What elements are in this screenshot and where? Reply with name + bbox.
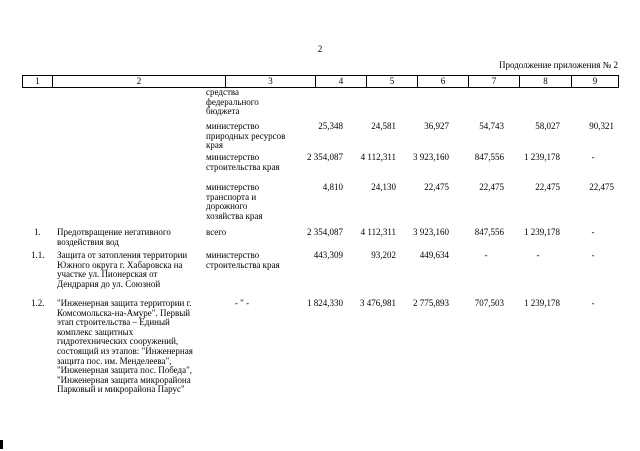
row-4-source: всего xyxy=(206,227,227,237)
row-6-col8: 1 239,178 xyxy=(524,298,560,308)
row-2-col9: - xyxy=(591,152,595,162)
row-5-col8: - xyxy=(536,250,540,260)
row-1-col6: 36,927 xyxy=(424,121,449,131)
header-col-9: 9 xyxy=(572,76,619,88)
continuation-label: Продолжение приложения № 2 xyxy=(498,60,618,70)
row-3-source: министерство транспорта и дорожного хозяйства края xyxy=(206,182,263,221)
row-2-col5: 4 112,311 xyxy=(360,152,396,162)
row-4-number: 1. xyxy=(34,227,41,237)
row-6-title: "Инженерная защита территории г. Комсомольска-на-Амуре". Первый этап строительства – Единый комплекс защитных гидротехнических сооружений, состоящий из этапов: "Инженерная защита пос. им. Менделеева", "Инженерная защита пос. Победа", "Инженерная защита микрорайона Парковый и микрорайона Парус" xyxy=(57,298,193,395)
header-col-1: 1 xyxy=(23,76,53,88)
row-6-source: - " - xyxy=(234,298,250,308)
row-6-col6: 2 775,893 xyxy=(413,298,449,308)
row-5-col9: - xyxy=(591,250,595,260)
row-5-col4: 443,309 xyxy=(313,250,343,260)
row-5-source: министерство строительства края xyxy=(206,250,280,270)
row-2-source: министерство строительства края xyxy=(206,152,280,172)
row-3-col4: 4,810 xyxy=(322,182,343,192)
row-3-col6: 22,475 xyxy=(424,182,449,192)
row-3-col7: 22,475 xyxy=(479,182,504,192)
header-col-4: 4 xyxy=(316,76,367,88)
row-1-source: министерство природных ресурсов края xyxy=(206,121,286,151)
row-5-col6: 449,634 xyxy=(419,250,449,260)
page-number: 2 xyxy=(317,44,323,54)
row-6-col9: - xyxy=(591,298,595,308)
header-col-6: 6 xyxy=(418,76,469,88)
row-4-title: Предотвращение негативного воздействия вод xyxy=(57,227,171,247)
header-col-5: 5 xyxy=(367,76,418,88)
row-2-col6: 3 923,160 xyxy=(413,152,449,162)
header-row xyxy=(22,75,619,88)
row-5-col5: 93,202 xyxy=(371,250,396,260)
row-4-col7: 847,556 xyxy=(474,227,504,237)
scan-margin-mark xyxy=(0,440,3,449)
header-col-7: 7 xyxy=(469,76,520,88)
row-3-col5: 24,130 xyxy=(371,182,396,192)
row-3-col8: 22,475 xyxy=(535,182,560,192)
row-4-col9: - xyxy=(591,227,595,237)
row-5-col7: - xyxy=(484,250,488,260)
row-2-col4: 2 354,087 xyxy=(307,152,343,162)
row-0-source: средства федерального бюджета xyxy=(206,87,259,117)
header-col-3: 3 xyxy=(226,76,316,88)
header-col-2: 2 xyxy=(53,76,226,88)
row-4-col4: 2 354,087 xyxy=(307,227,343,237)
row-1-col5: 24,581 xyxy=(371,121,396,131)
row-6-col5: 3 476,981 xyxy=(360,298,396,308)
row-4-col5: 4 112,311 xyxy=(360,227,396,237)
row-1-col7: 54,743 xyxy=(479,121,504,131)
row-5-title: Защита от затопления территории Южного округа г. Хабаровска на участке ул. Пионерская от Дендрария до ул. Союзной xyxy=(57,250,188,289)
row-5-number: 1.1. xyxy=(31,250,45,260)
row-4-col8: 1 239,178 xyxy=(524,227,560,237)
row-2-col7: 847,556 xyxy=(474,152,504,162)
row-1-col8: 58,027 xyxy=(535,121,560,131)
row-4-col6: 3 923,160 xyxy=(413,227,449,237)
row-1-col9: 90,321 xyxy=(589,121,614,131)
row-2-col8: 1 239,178 xyxy=(524,152,560,162)
row-1-col4: 25,348 xyxy=(318,121,343,131)
row-3-col9: 22,475 xyxy=(589,182,614,192)
row-6-col4: 1 824,330 xyxy=(307,298,343,308)
row-6-number: 1.2. xyxy=(31,298,45,308)
header-col-8: 8 xyxy=(520,76,572,88)
row-6-col7: 707,503 xyxy=(474,298,504,308)
